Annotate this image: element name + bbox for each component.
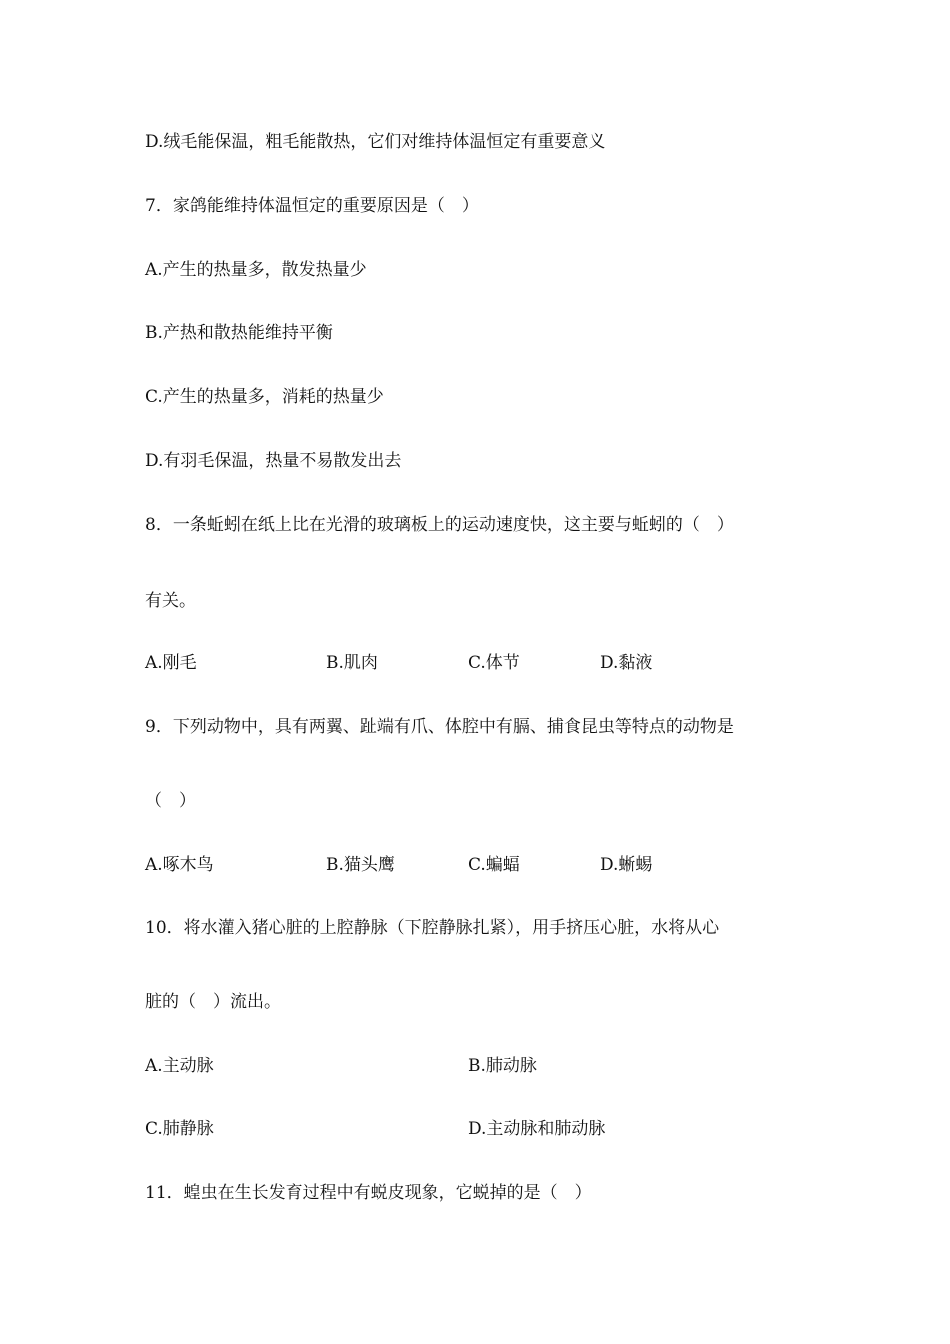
q8-option-d: D.黏液 bbox=[600, 653, 653, 673]
q10-stem-line1: 10．将水灌入猪心脏的上腔静脉（下腔静脉扎紧），用手挤压心脏，水将从心 bbox=[145, 918, 720, 938]
q8-stem-line1: 8．一条蚯蚓在纸上比在光滑的玻璃板上的运动速度快，这主要与蚯蚓的（ ） bbox=[145, 515, 734, 535]
q8-stem-line2: 有关。 bbox=[145, 591, 196, 611]
q7-option-a: A.产生的热量多，散发热量少 bbox=[145, 260, 367, 280]
q8-option-b: B.肌肉 bbox=[326, 653, 378, 673]
q7-option-d: D.有羽毛保温，热量不易散发出去 bbox=[145, 451, 402, 471]
q8-option-c: C.体节 bbox=[468, 653, 520, 673]
q9-option-c: C.蝙蝠 bbox=[468, 855, 520, 875]
q7-option-c: C.产生的热量多，消耗的热量少 bbox=[145, 387, 384, 407]
q10-option-c: C.肺静脉 bbox=[145, 1119, 214, 1139]
q7-stem: 7．家鸽能维持体温恒定的重要原因是（ ） bbox=[145, 196, 479, 216]
q9-option-a: A.啄木鸟 bbox=[145, 855, 214, 875]
q6-option-d: D.绒毛能保温，粗毛能散热，它们对维持体温恒定有重要意义 bbox=[145, 132, 606, 152]
q10-option-b: B.肺动脉 bbox=[468, 1056, 537, 1076]
q9-option-b: B.猫头鹰 bbox=[326, 855, 395, 875]
q11-stem: 11．蝗虫在生长发育过程中有蜕皮现象，它蜕掉的是（ ） bbox=[145, 1183, 592, 1203]
q9-option-d: D.蜥蜴 bbox=[600, 855, 653, 875]
q9-stem-line1: 9．下列动物中，具有两翼、趾端有爪、体腔中有膈、捕食昆虫等特点的动物是 bbox=[145, 717, 734, 737]
q8-option-a: A.刚毛 bbox=[145, 653, 197, 673]
q9-stem-line2: （ ） bbox=[145, 791, 196, 811]
q7-option-b: B.产热和散热能维持平衡 bbox=[145, 323, 333, 343]
q10-option-d: D.主动脉和肺动脉 bbox=[468, 1119, 606, 1139]
q10-option-a: A.主动脉 bbox=[145, 1056, 214, 1076]
q10-stem-line2: 脏的（ ）流出。 bbox=[145, 992, 281, 1012]
